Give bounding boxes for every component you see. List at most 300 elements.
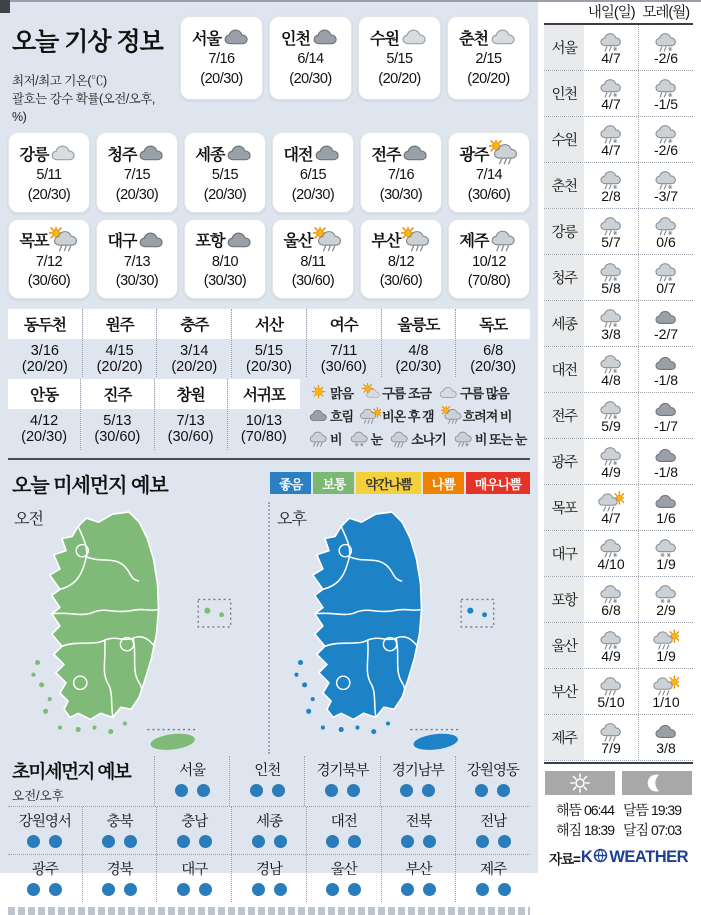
pm-dust-dot — [272, 784, 285, 797]
card-city-name: 인천 — [281, 30, 310, 48]
forecast-tomorrow-cell — [584, 577, 638, 622]
day-after-column-header: 모레(월) — [642, 5, 690, 21]
card-temp: 7/13 — [123, 253, 151, 270]
legend-item — [308, 429, 342, 448]
forecast-row — [544, 255, 693, 301]
note-temp: 최저/최고 기온(℃) — [12, 74, 107, 88]
table-city-name: 원주 — [83, 309, 157, 339]
card-temp: 5/15 — [386, 51, 413, 67]
two-day-forecast-panel — [540, 0, 695, 873]
cloud-light-icon — [49, 140, 78, 166]
forecast-temp: -1/8 — [653, 463, 679, 480]
forecast-temp: 5/7 — [601, 233, 621, 250]
cloud-icon — [311, 24, 340, 50]
card-city-line — [362, 227, 440, 253]
card-city-name: 대구 — [107, 233, 137, 250]
card-city-name: 대전 — [283, 146, 313, 164]
forecast-row — [544, 347, 693, 393]
forecast-temp: -3/7 — [653, 187, 679, 204]
card-precip-prob: (20/20) — [467, 70, 510, 87]
card-city-line — [450, 227, 528, 253]
forecast-temp: 1/9 — [656, 555, 676, 572]
forecast-city: 부산 — [544, 669, 584, 714]
today-weather-header-row — [8, 16, 530, 126]
forecast-city: 제주 — [544, 715, 584, 760]
rain-icon — [489, 227, 518, 253]
card-city-line — [98, 140, 176, 166]
forecast-dayafter-cell — [638, 393, 693, 438]
card-precip-prob: (20/30) — [289, 70, 332, 87]
sun-rain-icon — [313, 227, 342, 253]
card-precip-prob: (30/60) — [27, 273, 71, 290]
forecast-row — [544, 715, 693, 761]
table-city-name: 서귀포 — [228, 379, 300, 409]
cloud-icon — [137, 140, 166, 166]
weather-card — [8, 219, 90, 299]
card-city-name: 부산 — [371, 233, 401, 250]
forecast-temp: 4/9 — [601, 463, 621, 480]
table-city-name: 울릉도 — [382, 309, 456, 339]
card-city-line — [274, 140, 352, 166]
ultrafine-region-cell — [229, 756, 304, 806]
weather-card — [96, 132, 178, 212]
forecast-temp: 2/8 — [601, 187, 621, 204]
legend-row — [308, 381, 530, 404]
forecast-temp: 4/7 — [601, 141, 621, 158]
table-city-temp: 3/14 — [180, 342, 209, 359]
legend-item — [441, 406, 512, 425]
am-dust-dot — [102, 835, 115, 848]
ultrafine-dust-grid — [8, 756, 530, 902]
forecast-temp: -2/6 — [653, 49, 679, 66]
am-dust-dot — [400, 784, 413, 797]
region-dust-dots — [456, 835, 530, 848]
table-b-and-legend — [8, 379, 530, 450]
card-city-name: 서울 — [192, 30, 221, 48]
forecast-temp: 4/7 — [601, 49, 621, 66]
card-city-line — [271, 24, 350, 50]
card-temp: 6/15 — [299, 167, 327, 184]
am-dust-dot — [252, 883, 265, 896]
ultrafine-region-cell — [231, 855, 306, 902]
am-dust-dot — [401, 883, 414, 896]
table-city-column — [8, 379, 81, 450]
legend-item — [308, 406, 353, 425]
am-dust-dot — [102, 883, 115, 896]
table-city-temp: 4/12 — [30, 412, 59, 429]
weather-card — [184, 132, 266, 212]
forecast-dayafter-cell — [638, 439, 693, 484]
table-city-temp: 7/11 — [330, 342, 358, 359]
table-city-temp: 4/15 — [105, 342, 134, 359]
forecast-row — [544, 25, 693, 71]
ultrafine-region-cell — [156, 807, 231, 854]
forecast-temp: 3/8 — [656, 739, 676, 756]
card-city-line — [362, 140, 440, 166]
forecast-tomorrow-cell — [584, 669, 638, 714]
forecast-dayafter-cell — [638, 347, 693, 392]
section-divider — [8, 458, 530, 460]
legend-label: 구름 조금 — [382, 385, 431, 401]
legend-item — [349, 429, 383, 448]
forecast-temp: 4/7 — [601, 95, 621, 112]
forecast-row — [544, 117, 693, 163]
region-dust-dots — [232, 835, 306, 848]
forecast-tomorrow-cell — [584, 301, 638, 346]
cloud-icon — [225, 140, 254, 166]
pm-dust-dot — [423, 835, 436, 848]
ultrafine-title: 초미세먼지 예보 — [12, 760, 131, 782]
kweather-logo — [581, 848, 688, 868]
region-dust-dots — [8, 835, 82, 848]
pm-dust-dot — [347, 784, 360, 797]
pm-dust-dot — [199, 835, 212, 848]
ultrafine-region-cell — [82, 807, 157, 854]
region-dust-dots — [381, 784, 455, 797]
legend-label: 흐려져 비 — [462, 408, 512, 424]
sunset: 해짐 18:39 — [556, 822, 614, 839]
brand-k: K — [580, 848, 593, 867]
table-city-column — [382, 309, 457, 377]
legend-item — [389, 429, 446, 448]
am-dust-dot — [325, 784, 338, 797]
cloud-icon — [313, 140, 342, 166]
sun-rain-icon — [49, 227, 78, 253]
forecast-temp: 4/9 — [601, 647, 621, 664]
table-city-prob: (20/30) — [21, 428, 68, 445]
card-precip-prob: (30/30) — [115, 273, 159, 290]
dust-level-chip: 보통 — [313, 472, 354, 494]
weather-card — [184, 219, 266, 299]
table-city-column — [8, 309, 83, 377]
region-dust-dots — [83, 835, 157, 848]
card-city-line — [182, 24, 261, 50]
pm-dust-dot — [49, 883, 62, 896]
forecast-temp: 4/7 — [601, 509, 621, 526]
card-city-line — [274, 227, 352, 253]
region-name: 대구 — [181, 861, 208, 878]
dust-level-chip: 나쁨 — [423, 472, 464, 494]
forecast-city: 광주 — [544, 439, 584, 484]
table-city-prob: (70/80) — [240, 428, 287, 445]
weather-card — [180, 16, 263, 100]
region-dust-dots — [8, 883, 82, 896]
card-precip-prob: (30/30) — [379, 186, 423, 203]
am-dust-dot — [177, 835, 190, 848]
astro-set-line — [544, 820, 693, 840]
moon-bar — [622, 771, 692, 795]
region-dust-dots — [230, 784, 304, 797]
card-temp: 10/12 — [472, 253, 506, 270]
forecast-temp: 6/8 — [601, 601, 621, 618]
weather-card — [272, 132, 354, 212]
region-dust-dots — [305, 784, 379, 797]
forecast-temp: -1/8 — [653, 371, 679, 388]
card-temp: 5/11 — [36, 167, 62, 184]
forecast-tomorrow-cell — [584, 715, 638, 760]
dust-level-chip: 매우나쁨 — [466, 472, 530, 494]
region-name: 전남 — [480, 813, 507, 830]
pm-dust-dot — [348, 883, 361, 896]
region-name: 충남 — [181, 813, 208, 830]
card-precip-prob: (20/30) — [203, 186, 247, 203]
forecast-dayafter-cell — [638, 531, 693, 576]
am-label: 오전 — [14, 510, 43, 528]
forecast-dayafter-cell — [638, 255, 693, 300]
card-temp: 8/12 — [387, 253, 415, 270]
forecast-city: 인천 — [544, 71, 584, 116]
dust-level-chip: 약간나쁨 — [356, 472, 420, 494]
table-city-column — [232, 309, 307, 377]
card-precip-prob: (20/30) — [200, 70, 243, 87]
sun-icon — [308, 383, 329, 402]
region-name: 세종 — [256, 813, 283, 830]
card-temp: 7/16 — [208, 51, 235, 67]
ultrafine-row — [8, 756, 530, 806]
cloud-icon — [222, 24, 251, 50]
ultrafine-region-cell — [306, 855, 381, 902]
table-city-temp: 4/8 — [408, 342, 429, 359]
table-city-name: 서산 — [232, 309, 306, 339]
legend-label: 소나기 — [411, 431, 446, 447]
forecast-tomorrow-cell — [584, 71, 638, 116]
pm-dust-dot — [124, 835, 137, 848]
ultrafine-region-cell — [156, 855, 231, 902]
region-name: 전북 — [405, 813, 432, 830]
card-city-line — [98, 227, 176, 253]
pm-dust-dot — [348, 835, 361, 848]
region-dust-dots — [157, 835, 231, 848]
weather-card — [448, 132, 530, 212]
forecast-row — [544, 439, 693, 485]
title-block — [8, 16, 174, 126]
card-city-name: 전주 — [371, 146, 401, 164]
table-city-name: 여수 — [307, 309, 381, 339]
card-city-name: 포항 — [195, 233, 225, 250]
table-city-temp: 10/13 — [245, 412, 283, 429]
pm-dust-dot — [274, 835, 287, 848]
cropped-graphic-corner — [0, 0, 10, 13]
weather-card — [360, 219, 442, 299]
weather-card — [358, 16, 441, 100]
am-dust-dot — [476, 835, 489, 848]
forecast-city: 포항 — [544, 577, 584, 622]
cloud-light-icon — [438, 383, 459, 402]
card-city-name: 울산 — [283, 233, 313, 250]
pm-dust-dot — [274, 883, 287, 896]
ultrafine-row — [8, 854, 530, 902]
dust-level-legend — [270, 472, 530, 494]
forecast-row — [544, 531, 693, 577]
ultrafine-row — [8, 806, 530, 854]
cloud-light-icon — [489, 24, 518, 50]
forecast-temp: -1/5 — [653, 95, 679, 112]
card-temp: 6/14 — [297, 51, 324, 67]
card-temp: 7/15 — [123, 167, 151, 184]
sun-rain-icon — [401, 227, 430, 253]
dust-map-am — [8, 502, 267, 754]
am-dust-dot — [401, 835, 414, 848]
ultrafine-region-cell — [455, 855, 530, 902]
forecast-city: 강릉 — [544, 209, 584, 254]
pm-dust-dot — [498, 835, 511, 848]
pm-dust-dot — [422, 784, 435, 797]
region-name: 경남 — [256, 861, 283, 878]
card-precip-prob: (30/60) — [467, 186, 511, 203]
forecast-row — [544, 301, 693, 347]
table-city-column — [157, 309, 232, 377]
forecast-tomorrow-cell — [584, 531, 638, 576]
card-city-line — [449, 24, 528, 50]
forecast-dayafter-cell — [638, 715, 693, 760]
card-city-line — [360, 24, 439, 50]
weather-card — [272, 219, 354, 299]
legend-item — [360, 383, 431, 402]
forecast-city: 대구 — [544, 531, 584, 576]
sun-rain-icon — [441, 406, 462, 425]
card-precip-prob: (30/60) — [291, 273, 335, 290]
cloud-icon — [137, 227, 166, 253]
legend-label: 비 — [330, 431, 342, 447]
region-dust-dots — [157, 883, 231, 896]
legend-label: 맑음 — [330, 385, 354, 401]
table-city-name: 충주 — [157, 309, 231, 339]
region-dust-dots — [382, 835, 456, 848]
astro-rise-line — [544, 800, 693, 820]
pm-dust-dot — [199, 883, 212, 896]
forecast-tomorrow-cell — [584, 117, 638, 162]
card-precip-prob: (20/20) — [378, 70, 421, 87]
cropped-rule — [0, 0, 701, 2]
ultrafine-region-cell — [304, 756, 379, 806]
pm-dust-dot — [124, 883, 137, 896]
weather-card — [360, 132, 442, 212]
tomorrow-column-header: 내일(일) — [587, 5, 635, 21]
ultrafine-region-cell — [380, 756, 455, 806]
card-temp: 7/14 — [475, 167, 503, 184]
card-precip-prob: (20/30) — [115, 186, 159, 203]
weather-cards-row-3 — [8, 219, 530, 299]
table-city-column — [456, 309, 530, 377]
am-dust-dot — [250, 784, 263, 797]
sun-bar — [545, 771, 615, 795]
forecast-city: 춘천 — [544, 163, 584, 208]
forecast-tomorrow-cell — [584, 25, 638, 70]
card-temp: 8/10 — [211, 253, 239, 270]
city-weather-table-b — [8, 379, 300, 450]
legend-label: 비 또는 눈 — [474, 431, 527, 447]
region-name: 서울 — [179, 762, 206, 779]
region-name: 충북 — [106, 813, 133, 830]
region-name: 강원영동 — [466, 762, 519, 779]
forecast-city: 전주 — [544, 393, 584, 438]
brand-rest: WEATHER — [609, 848, 689, 867]
maps-divider — [268, 502, 270, 754]
ultrafine-region-cell — [455, 756, 530, 806]
forecast-temp: 5/8 — [601, 279, 621, 296]
forecast-temp: 4/8 — [601, 371, 621, 388]
legend-row — [308, 427, 530, 450]
forecast-tomorrow-cell — [584, 163, 638, 208]
region-dust-dots — [456, 784, 530, 797]
weather-card — [8, 132, 90, 212]
forecast-rows — [544, 25, 693, 761]
globe-icon — [592, 848, 609, 868]
region-dust-dots — [83, 883, 157, 896]
dust-section-header — [8, 469, 530, 498]
am-dust-dot — [475, 784, 488, 797]
snow-icon — [349, 429, 370, 448]
forecast-dayafter-cell — [638, 669, 693, 714]
forecast-row — [544, 163, 693, 209]
forecast-dayafter-cell — [638, 301, 693, 346]
table-city-name: 진주 — [81, 379, 153, 409]
card-city-line — [186, 140, 264, 166]
table-city-prob: (20/20) — [96, 358, 143, 375]
weather-card — [448, 219, 530, 299]
legend-label: 흐림 — [330, 408, 354, 424]
pm-dust-dot — [497, 784, 510, 797]
table-city-temp: 3/16 — [30, 342, 59, 359]
forecast-temp: -1/7 — [653, 417, 679, 434]
sun-rain-icon — [489, 140, 518, 166]
source-logo-row — [544, 848, 693, 868]
card-precip-prob: (20/30) — [291, 186, 335, 203]
forecast-city: 청주 — [544, 255, 584, 300]
region-dust-dots — [307, 835, 381, 848]
forecast-tomorrow-cell — [584, 623, 638, 668]
forecast-tomorrow-cell — [584, 439, 638, 484]
card-city-line — [450, 140, 528, 166]
table-city-column — [83, 309, 158, 377]
region-name: 경기북부 — [316, 762, 369, 779]
forecast-temp: 5/9 — [601, 417, 621, 434]
ultrafine-region-cell — [381, 855, 456, 902]
sunrise: 해뜸 06:44 — [556, 802, 614, 818]
page-title: 오늘 기상 정보 — [12, 28, 163, 56]
forecast-temp: 4/10 — [597, 555, 625, 572]
forecast-tomorrow-cell — [584, 209, 638, 254]
table-city-prob: (30/60) — [320, 358, 367, 375]
legend-row — [308, 404, 530, 427]
forecast-header — [544, 0, 693, 25]
card-precip-prob: (70/80) — [467, 273, 511, 290]
forecast-dayafter-cell — [638, 209, 693, 254]
table-city-temp: 6/8 — [483, 342, 504, 359]
forecast-city: 울산 — [544, 623, 584, 668]
am-dust-dot — [252, 835, 265, 848]
weather-card — [96, 219, 178, 299]
card-temp: 2/15 — [475, 51, 502, 67]
pm-label: 오후 — [277, 510, 306, 528]
weather-card — [447, 16, 530, 100]
region-name: 제주 — [480, 861, 507, 878]
card-city-line — [186, 227, 264, 253]
am-dust-dot — [326, 883, 339, 896]
am-dust-dot — [476, 883, 489, 896]
region-name: 경기남부 — [391, 762, 444, 779]
card-city-name: 세종 — [195, 146, 225, 164]
page-notes — [12, 72, 172, 126]
weather-cards-row-2 — [8, 132, 530, 212]
region-dust-dots — [155, 784, 229, 797]
card-city-name: 춘천 — [459, 30, 488, 48]
forecast-temp: 5/10 — [597, 693, 625, 710]
table-city-prob: (30/60) — [167, 428, 214, 445]
cloud-icon — [401, 140, 430, 166]
forecast-bottom-rule — [544, 762, 693, 764]
table-city-prob: (20/30) — [395, 358, 442, 375]
